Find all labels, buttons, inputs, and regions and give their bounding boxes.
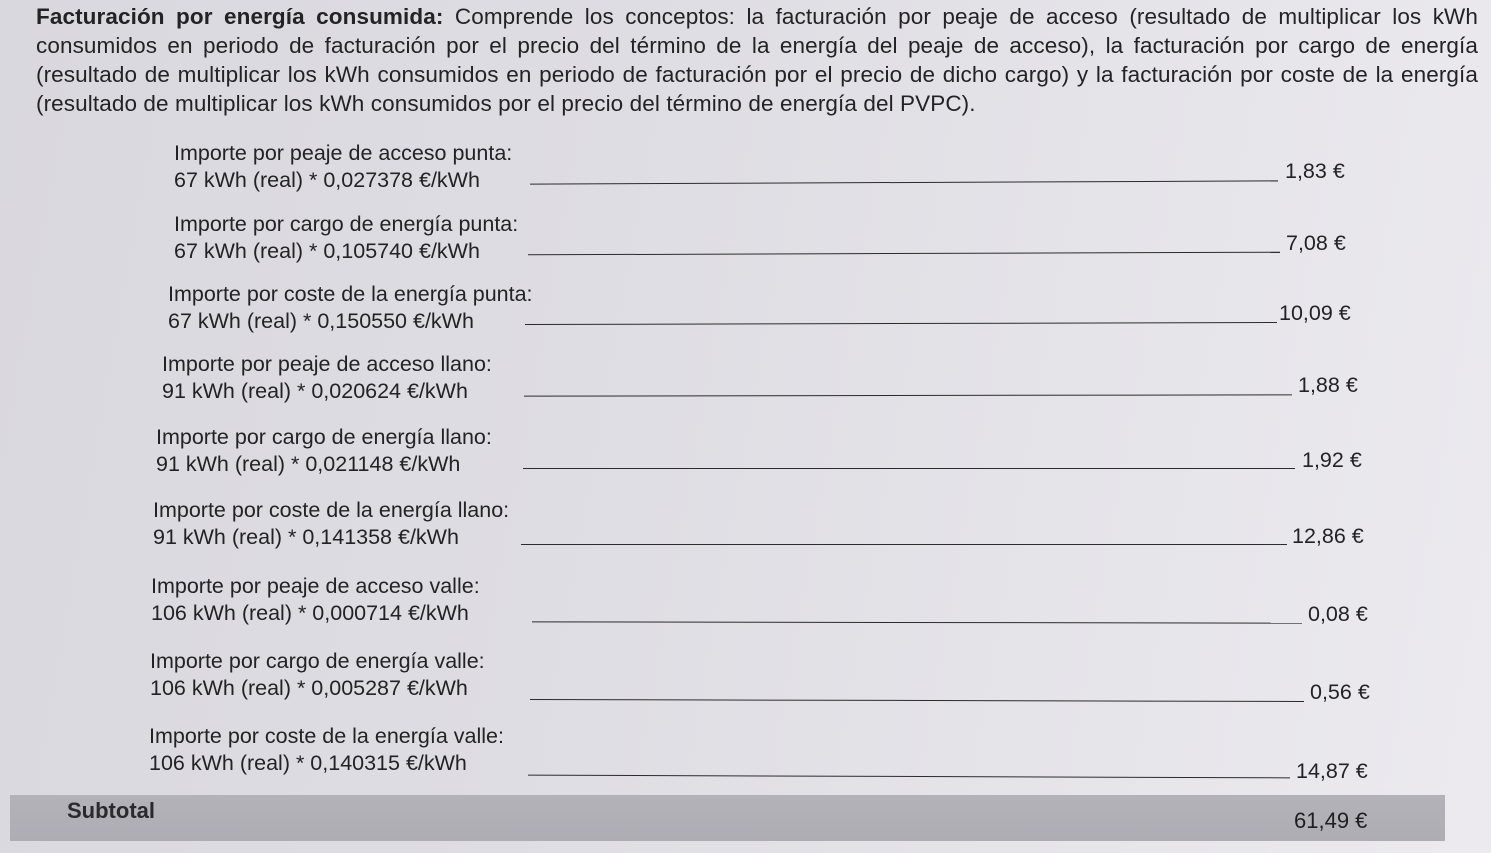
- line-item-peaje-valle: [151, 573, 480, 627]
- line-item-label: Importe por coste de la energía punta:: [168, 282, 533, 306]
- line-item-coste-punta: [168, 281, 533, 335]
- leader-line: [530, 699, 1304, 702]
- line-item-amount: 0,56 €: [1310, 680, 1370, 704]
- line-item-amount: 7,08 €: [1286, 231, 1346, 255]
- leader-line: [530, 180, 1278, 184]
- line-item-label: Importe por coste de la energía valle:: [149, 724, 504, 748]
- line-item-peaje-llano: [162, 351, 492, 405]
- line-item-calc: 106 kWh (real) * 0,005287 €/kWh: [150, 676, 468, 700]
- line-item-calc: 106 kWh (real) * 0,140315 €/kWh: [149, 751, 467, 775]
- line-item-amount: 1,88 €: [1298, 373, 1358, 397]
- line-item-amount: 14,87 €: [1296, 759, 1368, 783]
- subtotal-row: [10, 795, 1445, 841]
- leader-line: [524, 394, 1292, 396]
- intro-heading: Facturación por energía consumida:: [36, 4, 444, 29]
- line-item-calc: 91 kWh (real) * 0,141358 €/kWh: [153, 525, 459, 549]
- line-item-coste-valle: [149, 723, 504, 777]
- leader-line: [532, 621, 1302, 623]
- line-item-calc: 67 kWh (real) * 0,027378 €/kWh: [174, 168, 480, 192]
- line-item-cargo-punta: [174, 211, 518, 265]
- line-item-calc: 67 kWh (real) * 0,105740 €/kWh: [174, 239, 480, 263]
- line-item-amount: 1,83 €: [1285, 159, 1345, 183]
- intro-text: Comprende los conceptos: la facturación por peaje de acceso (resultado de multiplicar los kWh consumidos en periodo de facturación por el precio del término de la energía del peaje de acceso), la facturación por cargo de energía (resultado de multiplicar los kWh consumidos en periodo de facturación por el precio de dicho cargo) y la facturación por coste de la energía (resultado de multiplicar los kWh consumidos por el precio del término de energía del PVPC).: [36, 4, 1478, 116]
- line-item-coste-llano: [153, 497, 509, 551]
- line-item-calc: 106 kWh (real) * 0,000714 €/kWh: [151, 601, 469, 625]
- line-item-label: Importe por peaje de acceso llano:: [162, 352, 492, 376]
- subtotal-value: 61,49 €: [1294, 808, 1368, 833]
- line-item-label: Importe por cargo de energía llano:: [156, 425, 492, 449]
- line-item-calc: 91 kWh (real) * 0,020624 €/kWh: [162, 379, 468, 403]
- line-item-amount: 1,92 €: [1302, 448, 1362, 472]
- leader-line: [525, 322, 1277, 325]
- leader-line: [521, 544, 1287, 545]
- line-item-label: Importe por peaje de acceso punta:: [174, 141, 513, 165]
- line-item-calc: 91 kWh (real) * 0,021148 €/kWh: [156, 452, 461, 476]
- line-item-amount: 12,86 €: [1292, 524, 1364, 548]
- line-item-cargo-valle: [150, 648, 485, 702]
- line-item-label: Importe por cargo de energía valle:: [150, 649, 485, 673]
- leader-line: [528, 775, 1290, 779]
- line-item-label: Importe por coste de la energía llano:: [153, 498, 510, 522]
- line-item-cargo-llano: [156, 424, 492, 478]
- leader-line: [528, 252, 1280, 256]
- leader-line: [523, 468, 1295, 469]
- line-item-label: Importe por peaje de acceso valle:: [151, 574, 480, 598]
- line-item-calc: 67 kWh (real) * 0,150550 €/kWh: [168, 309, 474, 333]
- line-item-peaje-punta: [174, 140, 512, 194]
- subtotal-label: Subtotal: [67, 798, 155, 823]
- line-item-label: Importe por cargo de energía punta:: [174, 212, 519, 236]
- line-item-amount: 10,09 €: [1279, 301, 1351, 325]
- line-item-amount: 0,08 €: [1308, 602, 1368, 626]
